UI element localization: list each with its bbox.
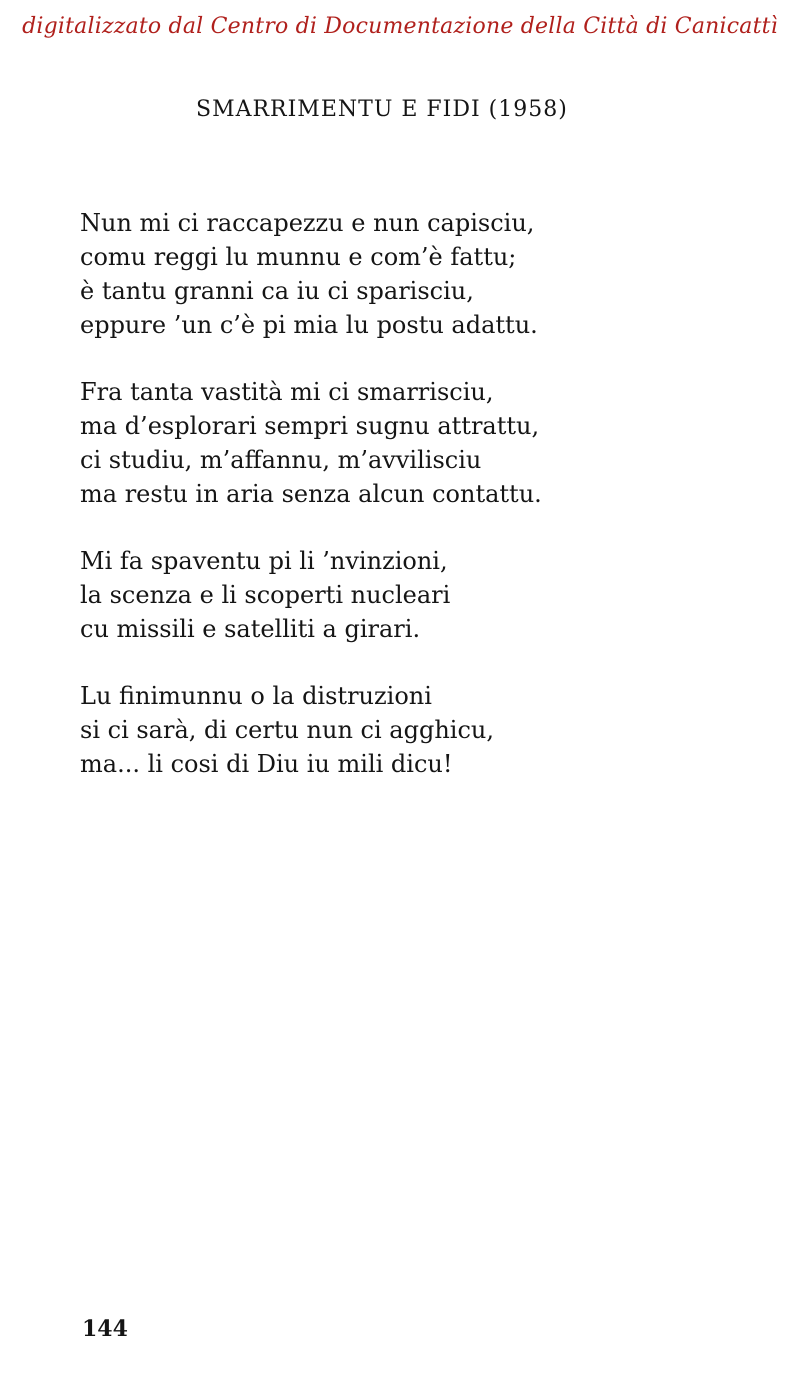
- stanza-4: [80, 679, 720, 781]
- verse-line: ma restu in aria senza alcun contattu.: [80, 480, 542, 508]
- verse-line: ma d’esplorari sempri sugnu attrattu,: [80, 412, 540, 440]
- verse-line: Fra tanta vastità mi ci smarrisciu,: [80, 378, 494, 406]
- verse-line: Nun mi ci raccapezzu e nun capisciu,: [80, 209, 535, 237]
- verse-line: ma... li cosi di Diu iu mili dicu!: [80, 750, 453, 778]
- stanza-1: [80, 206, 720, 342]
- stanza-2: [80, 375, 720, 511]
- poem-body: [80, 206, 720, 814]
- page-number: 144: [82, 1316, 128, 1342]
- verse-line: Mi fa spaventu pi li ’nvinzioni,: [80, 547, 448, 575]
- verse-line: la scenza e li scoperti nucleari: [80, 581, 451, 609]
- verse-line: Lu finimunnu o la distruzioni: [80, 682, 432, 710]
- poem-title: SMARRIMENTU E FIDI (1958): [196, 97, 568, 122]
- verse-line: ci studiu, m’affannu, m’avvilisciu: [80, 446, 482, 474]
- verse-line: si ci sarà, di certu nun ci agghicu,: [80, 716, 494, 744]
- verse-line: comu reggi lu munnu e com’è fattu;: [80, 243, 517, 271]
- verse-line: cu missili e satelliti a girari.: [80, 615, 421, 643]
- verse-line: eppure ’un c’è pi mia lu postu adattu.: [80, 311, 538, 339]
- verse-line: è tantu granni ca iu ci sparisciu,: [80, 277, 474, 305]
- digitization-watermark: digitalizzato dal Centro di Documentazione della Città di Canicattì: [22, 14, 778, 39]
- stanza-3: [80, 544, 720, 646]
